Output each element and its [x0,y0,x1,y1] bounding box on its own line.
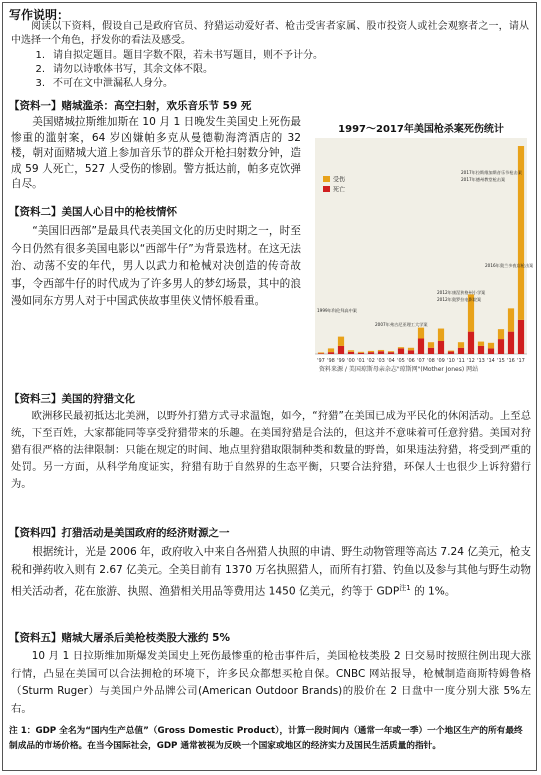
bar-dead-'07 [418,338,424,354]
legend-label: 死亡 [333,186,346,194]
bar-injured-'06 [408,348,414,350]
material5-text: 10 月 1 日拉斯维加斯爆发美国史上死伤最惨重的枪击事件后，美国枪枝类股 2 日交易时按照往例出现大涨行情，凸显在美国可以合法拥枪的环境下，许多民众都想买枪自保。CNBC 网站报导，枪械制造商斯特姆鲁格（Sturm Ruger）与美国户外品牌公司(American Outdoor Brands)的股价在 2 日盘中一度分别大涨 5%左右。 [11,650,531,715]
x-tick-label: '11 [457,358,465,364]
bar-injured-'05 [398,347,404,348]
x-tick-label: '06 [407,358,415,364]
bar-dead-'15 [498,339,504,354]
x-tick-label: '05 [397,358,405,364]
bar-dead-'99 [338,346,344,354]
material4-heading: 【资料四】打猎活动是美国政府的经济财源之一 [9,527,230,539]
x-tick-label: '17 [517,358,525,364]
bar-dead-'01 [358,353,364,354]
bar-dead-'02 [368,352,374,354]
material5-heading: 【资料五】赌城大屠杀后美枪枝类股大涨约 5% [9,632,230,644]
bar-injured-'11 [458,342,464,348]
chart-source: 资料来源 / 美国琼斯母亲杂志"琼斯网"(Mother Jones) 网站 [319,366,479,373]
x-tick-label: '12 [467,358,475,364]
legend-label: 受伤 [333,176,346,184]
footnote-ref[interactable]: 注1 [399,584,411,592]
rule-item-1 [11,49,323,63]
rule-number: 2. [35,64,45,75]
bar-dead-'11 [458,348,464,354]
bar-dead-'04 [388,352,394,354]
material4-body: 根据统计，光是 2006 年，政府收入中来自各州猎人执照的申请、野生动物管理等高达 7.24 亿美元，枪支税和弹药收入则有 2.67 亿美元。全美目前有 1370 万名执照猎人，而所有打猎、钓鱼以及参与其他与野生动物相关活动者，花在旅游、执照、渔猎相关用品等费用达 1450 亿美元，约等于 GDP [11,546,531,598]
document-page [2,2,537,771]
x-tick-label: '10 [447,358,455,364]
x-tick-label: '01 [357,358,365,364]
bar-injured-'16 [508,308,514,331]
shooting-casualty-chart [309,116,533,378]
material1-heading: 【资料一】赌城滥杀：高空扫射，欢乐音乐节 59 死 [9,100,252,112]
rule-text: 请自拟定题目。题目字数不限，若未书写题目，则不予计分。 [53,50,323,61]
rule-text: 不可在文中泄漏私人身分。 [53,78,173,89]
chart-title: 1997～2017年美国枪杀案死伤统计 [338,124,504,135]
bar-injured-'02 [368,351,374,352]
bar-injured-'98 [328,348,334,352]
rule-item-3 [11,77,173,91]
x-tick-label: '98 [327,358,335,364]
material3-heading: 【资料三】美国的狩猎文化 [9,393,135,405]
bar-dead-'98 [328,352,334,354]
intro-paragraph: 阅读以下资料，假设自己是政府官员、狩猎运动爱好者、枪击受害者家属、股市投资人或社会观察者之一，请从中选择一个角色，抒发你的看法及感受。 [11,21,529,46]
bar-dead-'09 [438,341,444,354]
bar-injured-'01 [358,352,364,353]
bar-injured-'04 [388,351,394,352]
material2-text: “美国旧西部”是最具代表美国文化的历史时期之一，时至今日仍然有很多美国电影以“西部牛仔”为背景选材。在这无法治、动荡不安的年代，男人以武力和枪械对决创造的传奇故事，令西部牛仔的时代成为了许多男人的梦幻场景，其中的浪漫如同东方男人对于中国武侠故事里侠义情怀般看重。 [11,225,301,307]
chart-annotation: 1999年科伦拜高中案 [317,308,357,313]
x-tick-label: '09 [437,358,445,364]
bar-dead-'06 [408,350,414,354]
footnote [9,724,531,754]
page-title: 写作说明： [9,8,70,22]
x-tick-label: '03 [377,358,385,364]
legend-swatch [323,176,330,182]
bar-dead-'13 [478,346,484,354]
bar-injured-'09 [438,329,444,341]
bar-injured-'07 [418,328,424,339]
bar-dead-'17 [518,320,524,354]
x-tick-label: '08 [427,358,435,364]
rule-number: 1. [35,50,45,61]
legend-swatch [323,186,330,192]
bar-dead-'03 [378,351,384,354]
rule-item-2 [11,63,213,77]
footnote-label: 注 1： [9,726,36,736]
bar-injured-'14 [488,343,494,349]
bar-injured-'99 [338,337,344,346]
x-tick-label: '97 [317,358,325,364]
x-tick-label: '16 [507,358,515,364]
x-tick-label: '13 [477,358,485,364]
bar-injured-'10 [448,351,454,352]
chart-annotation: 2017年德州教堂枪击案 [461,177,506,182]
material4-text [11,543,531,601]
bar-injured-'03 [378,350,384,351]
x-tick-label: '15 [497,358,505,364]
chart-annotation: 2016年奥兰多夜店枪击案 [485,263,533,268]
bar-dead-'12 [468,332,474,354]
chart-annotation: 2012年康涅狄格州小学案 [437,290,486,295]
bar-dead-'00 [348,352,354,354]
x-tick-label: '99 [337,358,345,364]
x-tick-label: '07 [417,358,425,364]
bar-dead-'08 [428,348,434,354]
chart-annotation: 2012年奥罗拉电影院案 [437,297,482,302]
bar-injured-'00 [348,350,354,352]
chart-annotation: 2017年拉斯维加斯音乐节枪击案 [461,170,522,175]
chart-annotation: 2007年弗吉尼亚理工大学案 [375,322,428,327]
x-tick-label: '14 [487,358,495,364]
x-tick-label: '04 [387,358,395,364]
bar-injured-'08 [428,342,434,348]
bar-injured-'15 [498,329,504,339]
footnote-text: GDP 全名为“国内生产总值”（Gross Domestic Product），计算一段时间内（通常一年或一季）一个地区生产的所有最终制成品的市场价格。在当今国际社会，GDP 通常被视为反映一个国家或地区的经济实力及国民生活质量的指针。 [9,726,523,751]
bar-dead-'97 [318,353,324,354]
material2-heading: 【资料二】美国人心目中的枪枝情怀 [9,206,177,218]
x-tick-label: '02 [367,358,375,364]
material3-text: 欧洲移民最初抵达北美洲，以野外打猎方式寻求温饱，如今，“狩猎”在美国已成为平民化的休闲活动。上至总统，下至百姓，大家都能同等享受狩猎带来的乐趣。在美国狩猎是合法的，但这并不意味着可任意狩猎。美国对狩猎有很严格的法律限制：只能在规定的时间、地点里狩猎取限制种类和数量的野兽，如果违法狩猎，将受到严重的处罚。另一方面，从科学角度证实，狩猎有助于自然界的生态平衡，只要合法狩猎，环保人士也很少上诉狩猎行为。 [11,410,531,490]
material4-body-end: 的 1%。 [410,585,456,598]
bar-dead-'10 [448,352,454,354]
x-tick-label: '00 [347,358,355,364]
chart-svg [309,134,533,378]
bar-injured-'97 [318,352,324,353]
bar-injured-'13 [478,342,484,346]
rule-text: 请勿以诗歌体书写，其余文体不限。 [53,64,213,75]
bar-dead-'14 [488,348,494,354]
rule-number: 3. [35,78,45,89]
material1-text: 美国赌城拉斯维加斯在 10 月 1 日晚发生美国史上死伤最惨重的滥射案，64 岁凶嫌帕多克从曼德勒海湾酒店的 32 楼，朝对面赌城大道上参加音乐节的群众开枪扫射数分钟，造成 59 人死亡，527 人受伤的惨剧。警方抵达前，帕多克饮弹自尽。 [11,116,301,190]
bar-dead-'05 [398,348,404,354]
bar-dead-'16 [508,332,514,354]
